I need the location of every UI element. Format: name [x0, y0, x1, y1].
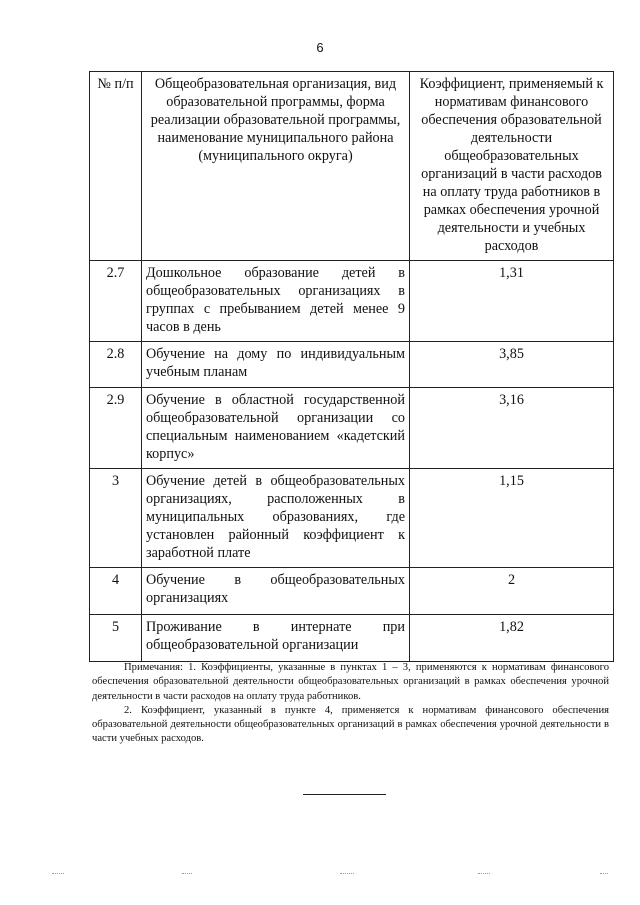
scan-artifact — [52, 873, 64, 874]
scan-artifact — [182, 873, 192, 874]
table-row — [90, 388, 614, 469]
table-header-row — [90, 72, 614, 261]
row-number: 2.8 — [90, 342, 142, 388]
row-number: 3 — [90, 469, 142, 568]
row-number: 2.9 — [90, 388, 142, 469]
table-row — [90, 615, 614, 662]
table-row — [90, 469, 614, 568]
row-coefficient: 1,31 — [410, 261, 614, 342]
notes-section — [92, 661, 609, 747]
row-number: 5 — [90, 615, 142, 662]
table-row — [90, 568, 614, 615]
row-number: 2.7 — [90, 261, 142, 342]
row-description: Обучение в областной государственной общеобразовательной организации со специальным наименованием «кадетский корпус» — [142, 388, 410, 469]
row-description: Проживание в интернате при общеобразовательной организации — [142, 615, 410, 662]
table-row — [90, 342, 614, 388]
table-row — [90, 261, 614, 342]
row-description: Обучение детей в общеобразовательных организациях, расположенных в муниципальных образованиях, где установлен районный коэффициент к заработной плате — [142, 469, 410, 568]
row-coefficient: 1,15 — [410, 469, 614, 568]
end-separator-line — [303, 794, 386, 795]
header-coefficient: Коэффициент, применяемый к нормативам финансового обеспечения образовательной деятельности общеобразовательных организаций в части расходов на оплату труда работников в рамках обеспечения урочной деятельности и учебных расходов — [410, 72, 614, 261]
row-description: Обучение в общеобразовательных организациях — [142, 568, 410, 615]
page-number: 6 — [316, 40, 324, 55]
scan-artifact — [600, 873, 608, 874]
row-description: Обучение на дому по индивидуальным учебным планам — [142, 342, 410, 388]
coefficients-table — [89, 71, 614, 662]
header-number: № п/п — [90, 72, 142, 261]
header-organization: Общеобразовательная организация, вид образовательной программы, форма реализации образовательной программы, наименование муниципального района (муниципального округа) — [142, 72, 410, 261]
row-description: Дошкольное образование детей в общеобразовательных организациях в группах с пребыванием детей менее 9 часов в день — [142, 261, 410, 342]
row-coefficient: 3,16 — [410, 388, 614, 469]
row-coefficient: 2 — [410, 568, 614, 615]
note-1: Примечания: 1. Коэффициенты, указанные в пунктах 1 – 3, применяются к нормативам финансового обеспечения образовательной деятельности общеобразовательных организаций в рамках обеспечения урочной деятельности в части расходов на оплату труда работников. — [92, 662, 609, 702]
row-coefficient: 3,85 — [410, 342, 614, 388]
note-2: 2. Коэффициент, указанный в пункте 4, применяется к нормативам финансового обеспечения образовательной деятельности общеобразовательных организаций в рамках обеспечения урочной деятельности в части учебных расходов. — [92, 704, 609, 745]
row-number: 4 — [90, 568, 142, 615]
scan-artifact — [340, 873, 354, 874]
scan-artifact — [478, 873, 490, 874]
row-coefficient: 1,82 — [410, 615, 614, 662]
